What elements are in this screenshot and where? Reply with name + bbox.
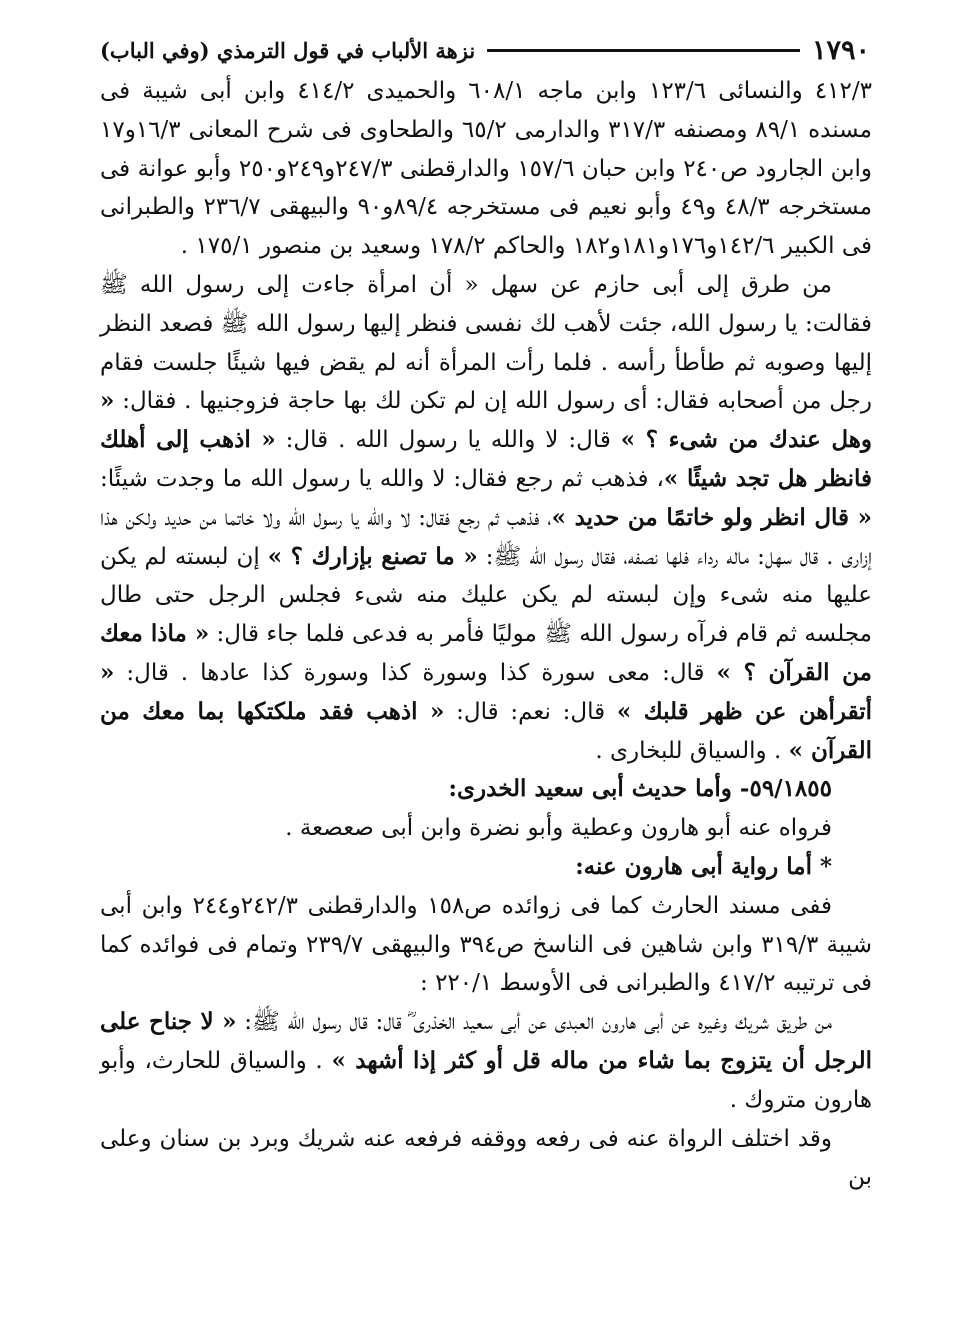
header-rule	[487, 49, 800, 52]
page-number: ١٧٩٠	[811, 34, 870, 66]
narration-text: قال: لا والله يا رسول الله . قال:	[275, 427, 621, 454]
prophetic-quote: « وهل عندك من شىء ؟ »	[100, 387, 873, 454]
prophetic-quote: « أتقرأهن عن ظهر قلبك »	[100, 658, 872, 725]
narration-text: قال: نعم: قال:	[444, 698, 617, 725]
running-title: نزهة الألباب في قول الترمذي (وفي الباب)	[100, 37, 476, 63]
narration-text: قال: معى سورة كذا وسورة كذا وسورة كذا عادها . قال:	[114, 659, 717, 686]
narrators-paragraph: فرواه عنه أبو هارون وعطية وأبو نضرة وابن أبى صعصعة .	[285, 815, 832, 842]
section-heading: ٥٩/١٨٥٥- وأما حديث أبى سعيد الخدرى:	[448, 775, 832, 803]
narration-text: ، فذهب ثم رجع فقال: لا والله يا رسول الله ولا خاتما من حديد ولكن هذا إزارى . قال سهل: ماله رداء فلها نصفه، فقال رسول الله ﷺ:	[100, 504, 872, 570]
prophetic-quote: « ما تصنع بإزارك ؟ »	[267, 542, 478, 570]
sub-heading: * أما رواية أبى هارون عنه:	[575, 852, 832, 880]
prophetic-quote: « اذهب إلى أهلك فانظر هل تجد شيئًا »	[100, 426, 872, 492]
narration-text: من طرق إلى أبى حازم عن سهل « أن امرأة جاءت إلى رسول الله ﷺ فقالت: يا رسول الله، جئت لأهب لك نفسى فنظر إليها رسول الله ﷺ فصعد النظر إليها وصوبه ثم طأطأ رأسه . فلما رأت المرأة أنه لم يقض فيها شيئًا جلست فقام رجل من أصحابه فقال: أى رسول الله إن لم تكن لك بها حاجة فزوجنيها . فقال:	[100, 271, 872, 415]
page-body	[100, 72, 872, 1197]
prophetic-quote: « قال انظر ولو خاتمًا من حديد »	[551, 503, 872, 531]
citation-paragraph-2: ففى مسند الحارث كما فى زوائده ص١٥٨ والدارقطنى ٢٤٢/٣و٢٤٤ وابن أبى شيبة ٣١٩/٣ وابن شاهين فى الناسخ ص٣٩٤ والبيهقى ٢٣٩/٧ وتمام فى فوائده كما فى ترتيبه ٤١٧/٢ والطبرانى فى الأوسط ٢٢٠/١ :	[100, 892, 872, 997]
narration-text: إن لبسته لم يكن عليها منه شىء وإن لبسته لم يكن عليك منه شىء فجلس الرجل حتى طال مجلسه ثم قام فرآه رسول الله ﷺ موليًا فأمر به فدعى فلما جاء قال:	[100, 543, 872, 648]
citation-paragraph: ٤١٢/٣ والنسائى ١٢٣/٦ وابن ماجه ٦٠٨/١ والحميدى ٤١٤/٢ وابن أبى شيبة فى مسنده ٨٩/١ ومصنفه ٣١٧/٣ والدارمى ٦٥/٢ والطحاوى فى شرح المعانى ١٦/٣و١٧ وابن الجارود ص٢٤٠ وابن حبان ١٥٧/٦ والدارقطنى ٢٤٧/٣و٢٤٩و٢٥٠ وأبو عوانة فى مستخرجه ٤٨/٣ و٤٩ وأبو نعيم فى مستخرجه ٨٩/٤و٩٠ والبيهقى ٢٣٦/٧ والطبرانى فى الكبير ١٤٢/٦و١٧٦و١٨١و١٨٢ والحاكم ١٧٨/٢ وسعيد بن منصور ١٧٥/١ .	[100, 78, 873, 260]
running-header	[100, 30, 870, 70]
narration-text: . والسياق للحارث، وأبو هارون متروك .	[100, 1047, 872, 1113]
narration-text: من طريق شريك وغيره عن أبى هارون العبدى عن أبى سعيد الخذرى ؓ قال: قال رسول الله ﷺ:	[236, 1009, 832, 1036]
prophetic-quote: « ماذا معك من القرآن ؟ »	[100, 620, 872, 686]
hadith-paragraph-sahl	[100, 266, 872, 770]
prophetic-quote: « اذهب فقد ملكتكها بما معك من القرآن »	[100, 697, 872, 764]
closing-paragraph: وقد اختلف الرواة عنه فى رفعه ووقفه فرفعه عنه شريك وبرد بن سنان وعلى بن	[100, 1125, 872, 1191]
hadith-paragraph-abu-saeed	[100, 1003, 872, 1119]
narration-text: . والسياق للبخارى .	[595, 737, 789, 764]
narration-text: ، فذهب ثم رجع فقال: لا والله يا رسول الله ما وجدت شيئًا:	[100, 465, 664, 492]
prophetic-quote: « لا جناح على الرجل أن يتزوج بما شاء من ماله قل أو كثر إذا أشهد »	[100, 1008, 873, 1074]
